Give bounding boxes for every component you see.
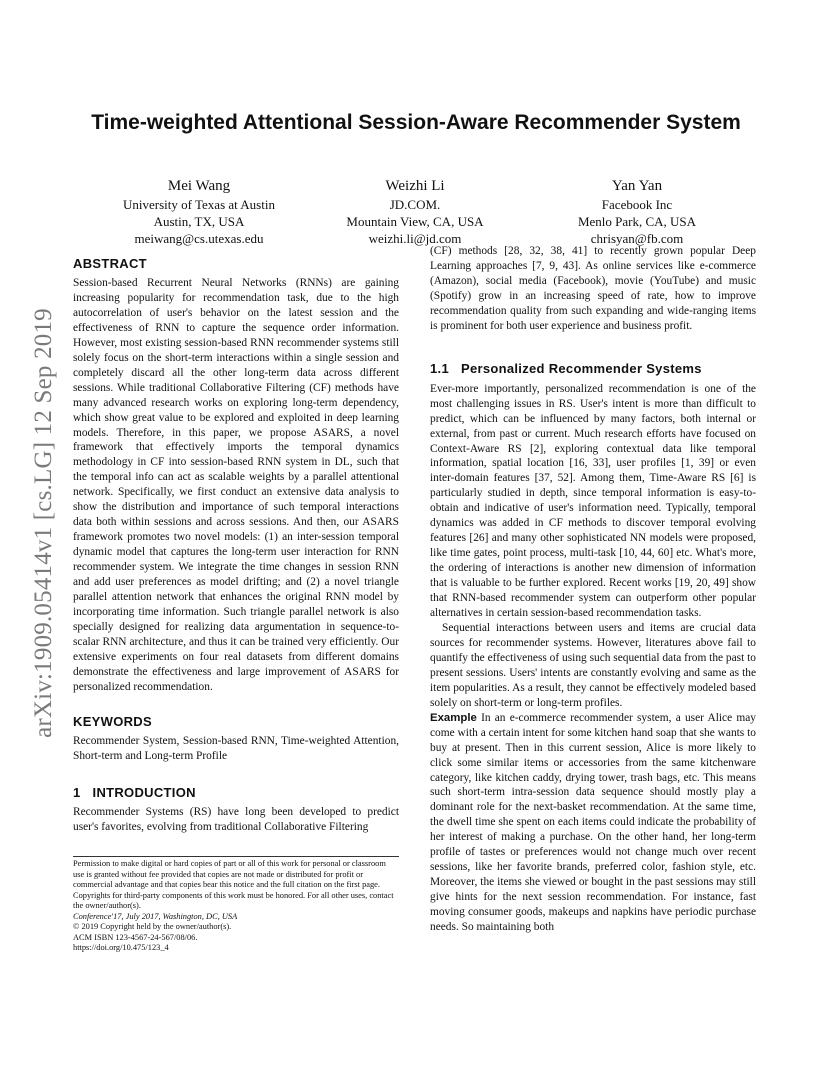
subsection-number: 1.1 bbox=[430, 360, 449, 376]
abstract-text: Session-based Recurrent Neural Networks (RNNs) are gaining increasing popularity for recommendation task, due to the high autocorrelation of user's behavior on the latest session and the effectiveness of RNN to capture the sequence order information. However, most existing session-based RNN recommender systems still solely focus on the short-term interactions within a single session and completely discard all the other long-term data across different sessions. While traditional Collaborative Filtering (CF) methods have many advanced research works on exploring long-term dependency, which show great value to be explored and exploited in deep learning models. Therefore, in this paper, we propose ASARS, a novel framework that effectively imports the temporal dynamics methodology in CF into session-based RNN system in DL, such that the temporal info can act as scalable weights by a parallel attentional network. Specifically, we first conduct an extensive data analysis to show the distribution and importance of such temporal interactions data both within sessions and across sessions. And then, our ASARS framework promotes two novel models: (1) an inter-session temporal dynamic model that captures the long-term user interaction for RNN recommender system. We integrate the time changes in session RNN and add user preferences as model drifting; and (2) a novel triangle parallel attention network that enhances the original RNN model by incorporating time information. Such triangle parallel network is also specially designed for realizing data argumentation in sequence-to-scalar RNN architecture, and thus it can be trained very efficiently. Our extensive experiments on four real datasets from different domains demonstrate the effectiveness and large improvement of ASARS for personalized recommendation. bbox=[73, 277, 399, 693]
copyright-footnote bbox=[73, 856, 399, 954]
author-email: weizhi.li@jd.com bbox=[368, 231, 462, 246]
left-column bbox=[73, 256, 399, 835]
abstract-heading: ABSTRACT bbox=[73, 256, 147, 271]
intro-continuation: (CF) methods [28, 32, 38, 41] to recently grown popular Deep Learning approaches [7, 9, 43]. As online services like e-commerce (Amazon), social media (Facebook), movie (YouTube) and music (Spotify) grow in an increasing speed of rate, how to improve recommendation quality from such expanding and wide-ranging items is prominent for both user experience and business profit. bbox=[430, 245, 756, 332]
section-number: 1 bbox=[73, 784, 81, 800]
right-column bbox=[430, 244, 756, 935]
intro-text: Recommender Systems (RS) have long been developed to predict user's favorites, evolving from traditional Collaborative Filtering bbox=[73, 805, 399, 833]
author-location: Austin, TX, USA bbox=[153, 214, 245, 229]
author-block-1 bbox=[84, 177, 314, 247]
example-text: In an e-commerce recommender system, a user Alice may come with a certain intent for some kitchen hand soap that she wants to buy at present. Then in this current session, Alice is more likely to click some similar items or accessories from the same kitchenware category, like kitchen caddy, drying tower, trash bags, etc. This means such short-term intra-session data sequence should mostly play a dominant role for the next-basket recommendation. At the same time, the dwell time she spent on each items could indicate the probability of her interest of making a purchase. On the other hand, her long-term profile of tastes or preferences would not change much over recent sessions, like her favorite brands, preferred color, fashion style, etc. Moreover, the items she viewed or bought in the past sessions may still give hints for the next session recommendation. For instance, fast moving consumer goods, makeups and napkins have periodic purchase needs. So maintaining both bbox=[430, 711, 756, 934]
author-affiliation: JD.COM. bbox=[389, 197, 441, 212]
author-name: Yan Yan bbox=[611, 178, 663, 194]
author-location: Mountain View, CA, USA bbox=[346, 214, 484, 229]
subsection-title: Personalized Recommender Systems bbox=[460, 360, 702, 376]
author-block-3 bbox=[522, 177, 752, 247]
paper-title: Time-weighted Attentional Session-Aware Recommender System bbox=[91, 111, 741, 134]
author-location: Menlo Park, CA, USA bbox=[577, 214, 697, 229]
permission-notice: Permission to make digital or hard copies of part or all of this work for personal or classroom use is granted without fee provided that copies are not made or distributed for profit or commercial advantage and that copies bear this notice and the full citation on the first page. Copyrights for third-party components of this work must be honored. For all other uses, contact the owner/author(s). bbox=[73, 859, 394, 910]
arxiv-identifier-text: arXiv:1909.05414v1 [cs.LG] 12 Sep 2019 bbox=[30, 308, 57, 738]
arxiv-identifier bbox=[26, 288, 62, 758]
keywords-text: Recommender System, Session-based RNN, Time-weighted Attention, Short-term and Long-term Profile bbox=[73, 734, 399, 762]
author-block-2 bbox=[300, 177, 530, 247]
paragraph-example bbox=[430, 711, 756, 935]
keywords-heading: KEYWORDS bbox=[73, 713, 152, 729]
example-label: Example bbox=[430, 711, 477, 724]
author-affiliation: University of Texas at Austin bbox=[123, 197, 275, 212]
copyright-line: © 2019 Copyright held by the owner/author(s). bbox=[73, 922, 232, 931]
conference-info: Conference'17, July 2017, Washington, DC, USA bbox=[73, 911, 238, 921]
author-email: meiwang@cs.utexas.edu bbox=[134, 231, 264, 246]
isbn-line: ACM ISBN 123-4567-24-567/08/06. bbox=[73, 932, 198, 942]
subsection-heading bbox=[430, 361, 756, 377]
doi-line: https://doi.org/10.475/123_4 bbox=[73, 943, 169, 952]
paragraph-personalized: Ever-more importantly, personalized recommendation is one of the most challenging issues in RS. User's intent is more than difficult to predict, which can be influenced by many factors, both internal or external, from past or current. Much research efforts have focused on Context-Aware RS [2], exploring contextual data like temporal information, spatial location [16, 33], user profiles [1, 39] or even inter-domain features [37, 52]. Among them, Time-Aware RS [6] is particularly studied in depth, since temporal information is easy-to-obtain and indicative of user's information need. Typically, temporal dynamics was added in CF methods to discover temporal evolving features [26] and many other sophisticated NN models were proposed, like time gates, point process, multi-task [10, 44, 60] etc. What's more, the ordering of interactions is another new dimension of information that is valuable to be further explored. Recent works [19, 20, 49] show that RNN-based recommender system can outperform other popular alternatives in certain session-based recommendation tasks. bbox=[430, 382, 756, 620]
paragraph-sequential: Sequential interactions between users and items are crucial data sources for recommender systems. However, literatures above fail to quantify the effectiveness of using such sequential data from the past to present sessions. Users' intents are constantly evolving and same as the item popularities. As a result, they cannot be effectively modeled based solely on short-term or long-term profiles. bbox=[430, 621, 756, 709]
section-heading-introduction bbox=[73, 785, 399, 801]
section-title: INTRODUCTION bbox=[92, 784, 196, 800]
author-name: Mei Wang bbox=[167, 178, 231, 194]
author-name: Weizhi Li bbox=[385, 178, 445, 194]
author-affiliation: Facebook Inc bbox=[601, 197, 673, 212]
author-email: chrisyan@fb.com bbox=[590, 231, 684, 246]
